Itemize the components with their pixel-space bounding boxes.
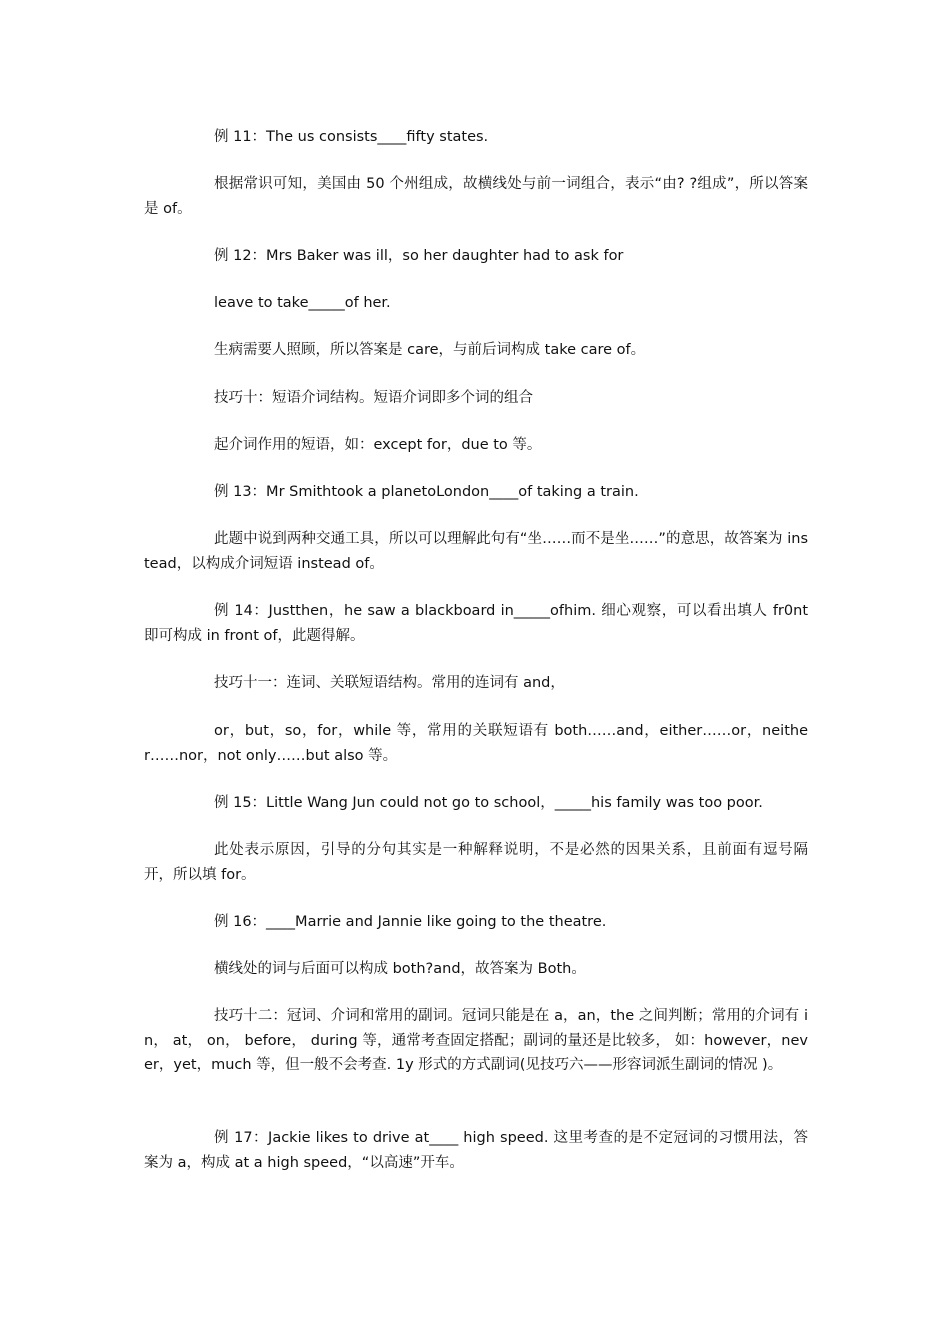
tip-12: 技巧十二：冠词、介词和常用的副词。冠词只能是在 a，an，the 之间判断；常用的介词有 in， at， on， before， during 等，通常考查固定搭配；副词的量还是比较多， 如：however，never，yet，much 等，但一般不会考查. 1y 形式的方式副词(见技巧六——形容词派生副词的情况 )。	[144, 1008, 808, 1073]
tip-11-continued: or，but，so，for，while 等，常用的关联短语有 both……and，either……or，neither……nor，not only……but also 等。	[144, 723, 808, 764]
explanation-15: 此处表示原因，引导的分句其实是一种解释说明，不是必然的因果关系，且前面有逗号隔开，所以填 for。	[144, 842, 808, 883]
tip-10-heading: 技巧十：短语介词结构。短语介词即多个词的组合	[214, 390, 533, 406]
explanation-16: 横线处的词与后面可以构成 both?and，故答案为 Both。	[214, 961, 586, 977]
example-14: 例 14：Justthen，he saw a blackboard in_____ofhim. 细心观察，可以看出填人 fr0nt 即可构成 in front of，此题得解。	[144, 603, 808, 644]
explanation-13: 此题中说到两种交通工具，所以可以理解此句有“坐……而不是坐……”的意思，故答案为 instead，以构成介词短语 instead of。	[144, 531, 808, 572]
example-15: 例 15：Little Wang Jun could not go to school，_____his family was too poor.	[214, 795, 763, 811]
example-12-continued: leave to take_____of her.	[214, 295, 391, 311]
example-12: 例 12：Mrs Baker was ill，so her daughter had to ask for	[214, 248, 624, 264]
explanation-11: 根据常识可知，美国由 50 个州组成，故横线处与前一词组合，表示“由? ?组成”，所以答案是 of。	[144, 176, 808, 217]
tip-11-heading: 技巧十一：连词、关联短语结构。常用的连词有 and，	[214, 675, 565, 691]
example-17: 例 17：Jackie likes to drive at____ high speed. 这里考查的是不定冠词的习惯用法，答案为 a，构成 at a high speed，“以高速”开车。	[144, 1130, 808, 1171]
example-16: 例 16：____Marrie and Jannie like going to the theatre.	[214, 914, 607, 930]
tip-10-continued: 起介词作用的短语，如：except for，due to 等。	[214, 437, 542, 453]
example-13: 例 13：Mr Smithtook a planetoLondon____of taking a train.	[214, 484, 639, 500]
example-11: 例 11：The us consists____fifty states.	[214, 129, 489, 145]
explanation-12: 生病需要人照顾，所以答案是 care，与前后词构成 take care of。	[214, 342, 646, 358]
